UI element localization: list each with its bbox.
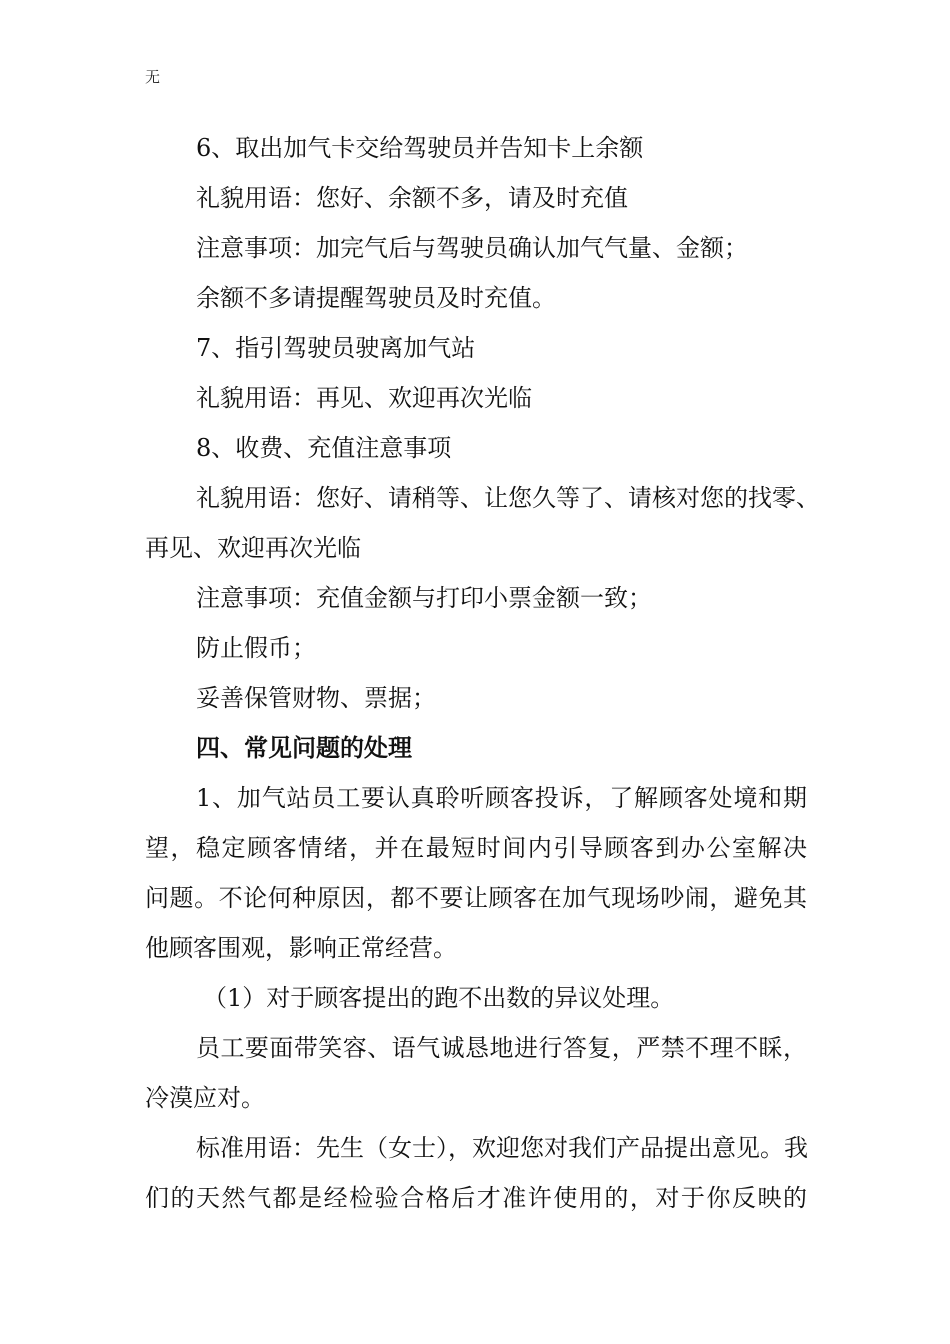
page-header: 无 bbox=[145, 68, 161, 86]
step-8-notes-counterfeit: 防止假币； bbox=[196, 634, 316, 662]
subsection-1-title: （1）对于顾客提出的跑不出数的异议处理。 bbox=[203, 984, 675, 1012]
step-8-polite-phrase-cont: 再见、欢迎再次光临 bbox=[145, 534, 361, 562]
paragraph-1-line-1: 1、加气站员工要认真聆听顾客投诉，了解顾客处境和期 bbox=[196, 784, 807, 812]
step-8-title: 8、收费、充值注意事项 bbox=[196, 434, 452, 462]
step-6-notes: 注意事项：加完气后与驾驶员确认加气气量、金额； bbox=[196, 234, 748, 262]
paragraph-2-line-2: 冷漠应对。 bbox=[145, 1084, 265, 1112]
step-7-polite-phrase: 礼貌用语：再见、欢迎再次光临 bbox=[196, 384, 532, 412]
step-7-title: 7、指引驾驶员驶离加气站 bbox=[196, 334, 476, 362]
step-8-notes-safekeeping: 妥善保管财物、票据； bbox=[196, 684, 436, 712]
standard-phrase-line-2: 们的天然气都是经检验合格后才准许使用的，对于你反映的 bbox=[145, 1184, 807, 1212]
section-4-heading: 四、常见问题的处理 bbox=[196, 734, 412, 762]
paragraph-2-line-1: 员工要面带笑容、语气诚恳地进行答复，严禁不理不睬， bbox=[196, 1034, 807, 1062]
step-6-notes-cont: 余额不多请提醒驾驶员及时充值。 bbox=[196, 284, 556, 312]
standard-phrase-line-1: 标准用语：先生（女士），欢迎您对我们产品提出意见。我 bbox=[196, 1134, 808, 1162]
paragraph-1-line-2: 望，稳定顾客情绪，并在最短时间内引导顾客到办公室解决 bbox=[145, 834, 807, 862]
step-6-title: 6、取出加气卡交给驾驶员并告知卡上余额 bbox=[196, 134, 644, 162]
paragraph-1-line-4: 他顾客围观，影响正常经营。 bbox=[145, 934, 457, 962]
step-8-notes: 注意事项：充值金额与打印小票金额一致； bbox=[196, 584, 652, 612]
step-8-polite-phrase: 礼貌用语：您好、请稍等、让您久等了、请核对您的找零、 bbox=[196, 484, 820, 512]
step-6-polite-phrase: 礼貌用语：您好、余额不多，请及时充值 bbox=[196, 184, 628, 212]
paragraph-1-line-3: 问题。不论何种原因，都不要让顾客在加气现场吵闹，避免其 bbox=[145, 884, 807, 912]
